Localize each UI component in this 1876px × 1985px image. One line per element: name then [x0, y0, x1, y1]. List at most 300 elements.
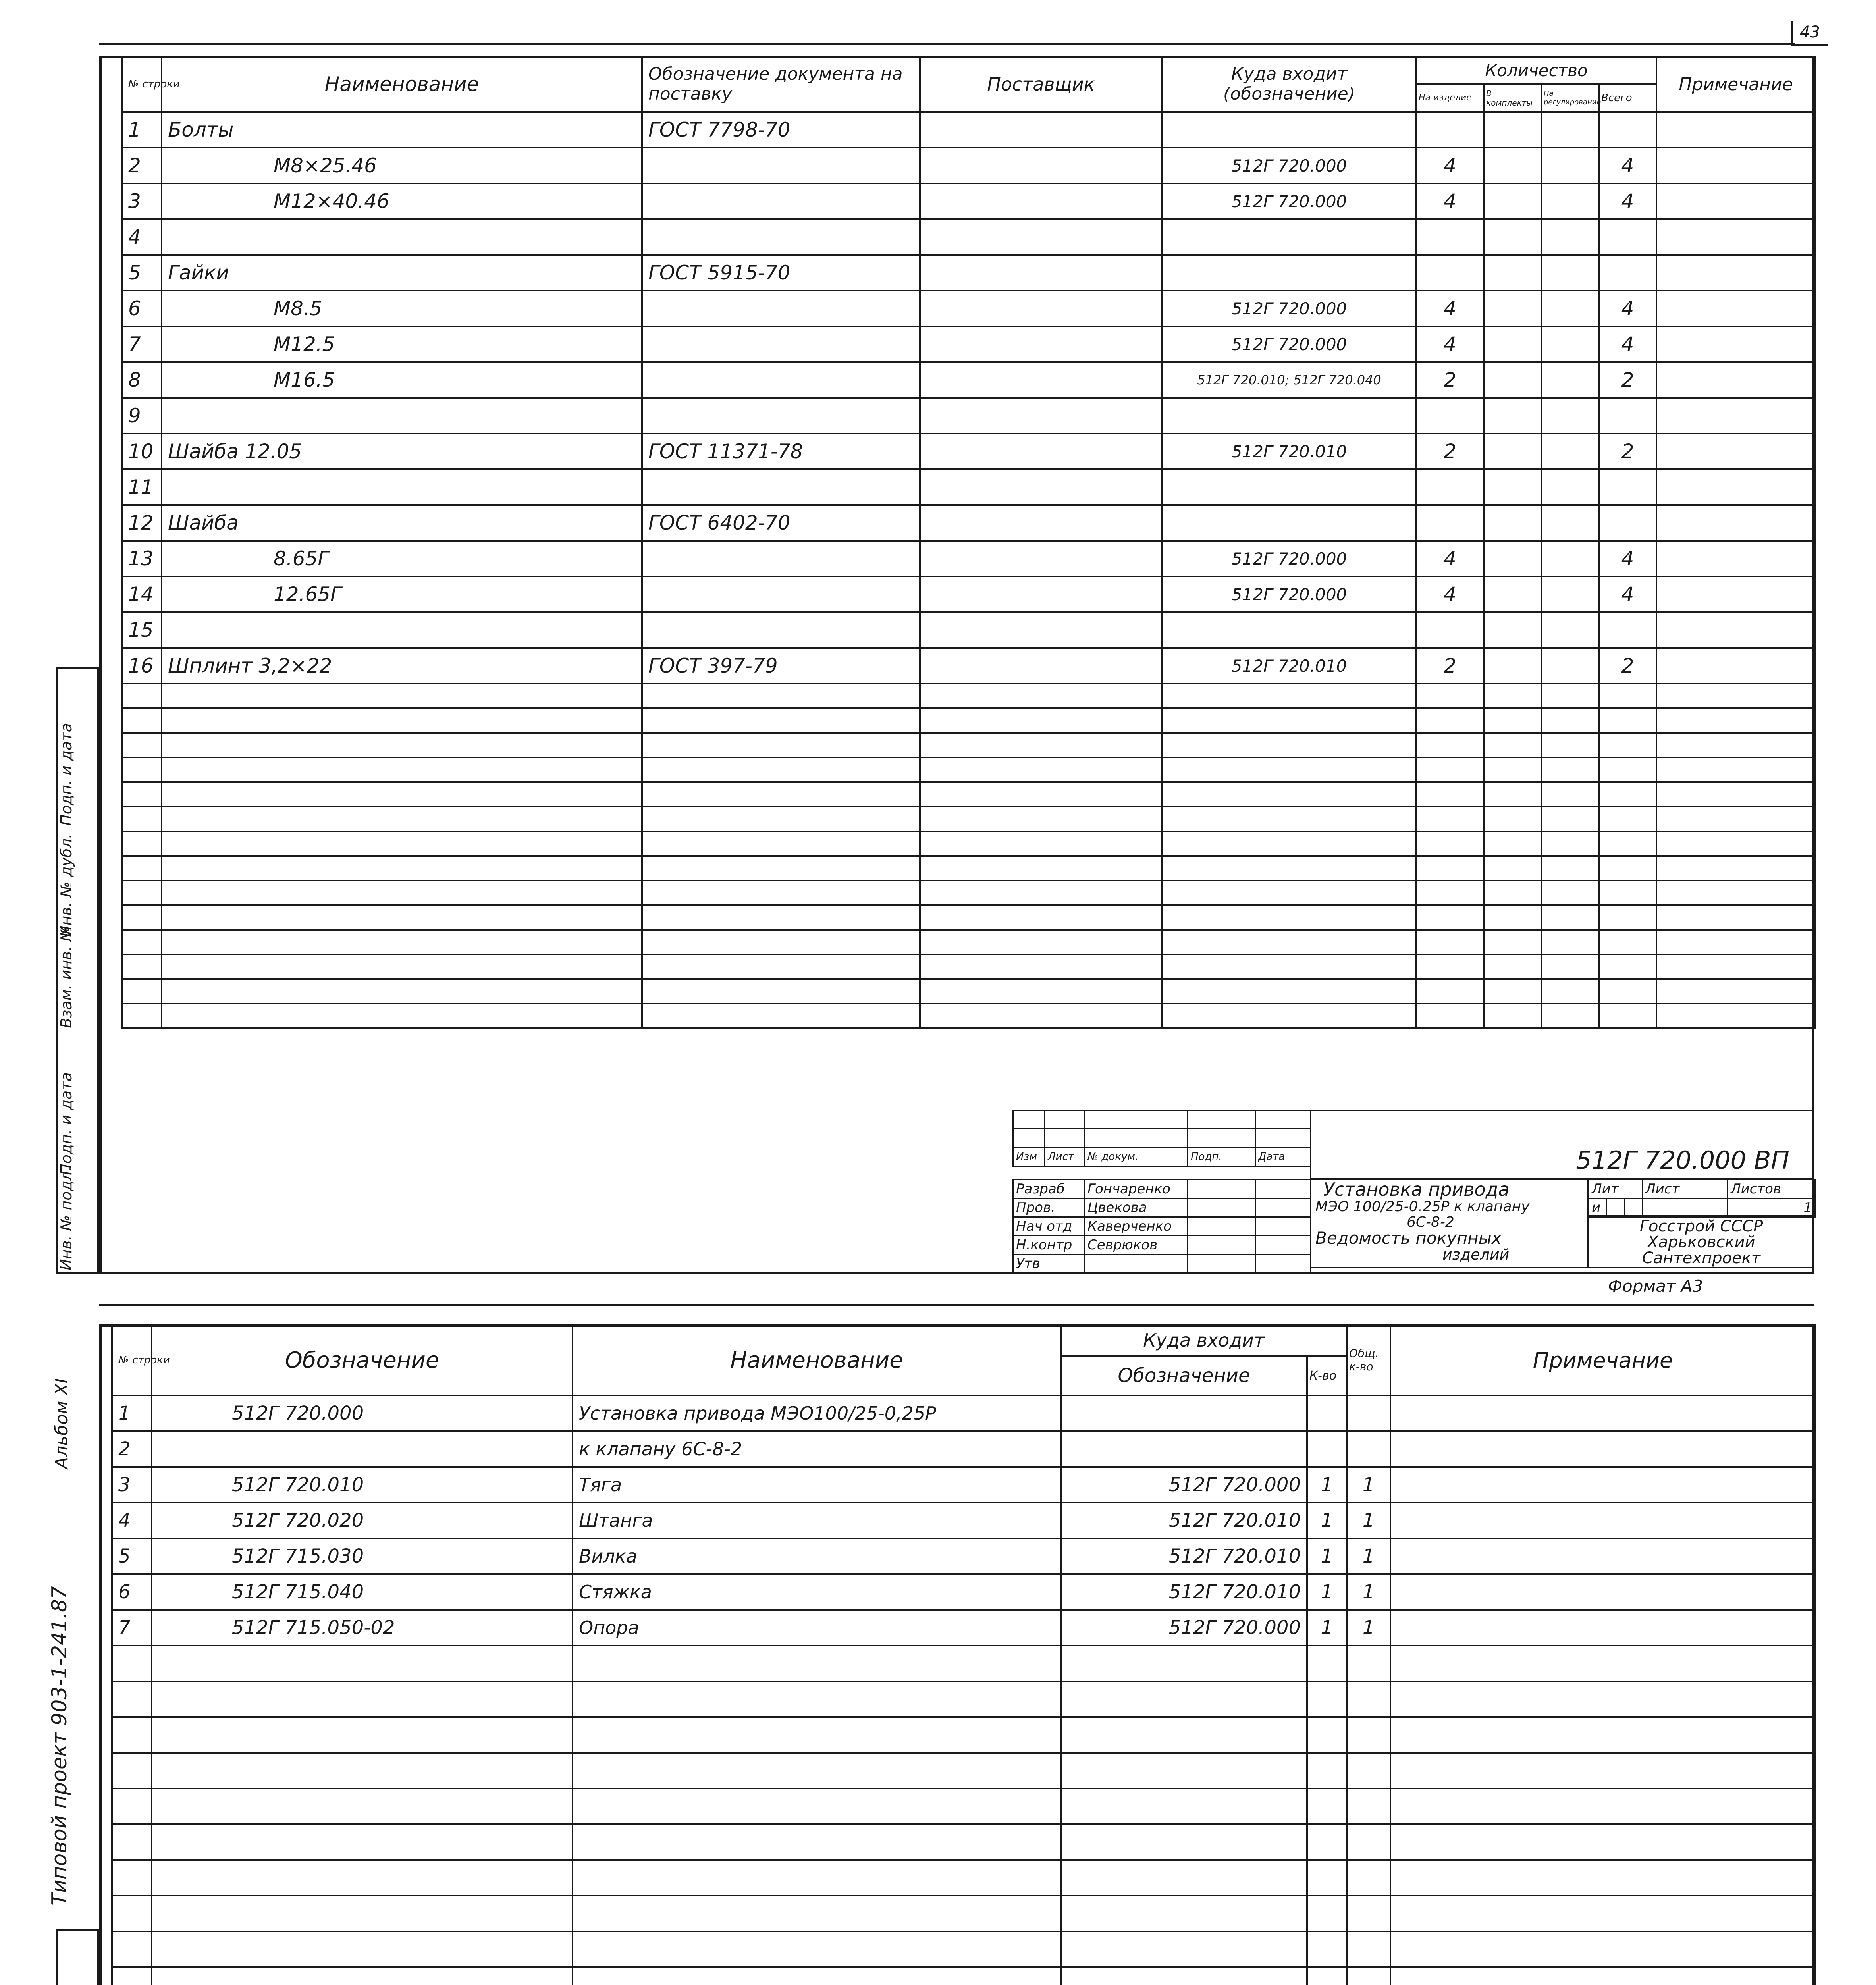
row-number-cell	[112, 1788, 152, 1824]
row-number-cell: 7	[112, 1610, 152, 1646]
header-qty-reg: На регулирование	[1541, 84, 1599, 112]
s2-header-total: Общ. к-во	[1347, 1325, 1390, 1395]
supplier-cell	[920, 398, 1162, 434]
designation-cell	[152, 1788, 573, 1824]
qty-cell: 1	[1307, 1467, 1347, 1503]
qty-set-cell	[1484, 930, 1541, 954]
qty-reg-cell	[1541, 930, 1599, 954]
supplier-cell	[920, 505, 1162, 541]
designation-cell	[152, 1931, 573, 1967]
doc-cell: ГОСТ 7798-70	[642, 112, 920, 148]
total-cell	[1347, 1717, 1390, 1753]
where-cell: 512Г 720.010	[1061, 1574, 1307, 1610]
supplier-cell	[920, 905, 1162, 930]
supplier-cell	[920, 782, 1162, 807]
row-number-cell: 7	[122, 326, 162, 362]
where-cell: 512Г 720.000	[1162, 183, 1416, 219]
qty-reg-cell	[1541, 881, 1599, 905]
table-row	[112, 1860, 1815, 1896]
note-cell	[1390, 1896, 1815, 1931]
tb1-col-list: Лист	[1045, 1148, 1085, 1166]
supplier-cell	[920, 291, 1162, 326]
table-row	[112, 1467, 1815, 1503]
row-number-cell: 2	[112, 1431, 152, 1467]
tb1-person: Цвекова	[1085, 1199, 1188, 1217]
row-number-cell: 8	[122, 362, 162, 398]
header-qty-set: В комплекты	[1484, 84, 1541, 112]
doc-cell	[642, 905, 920, 930]
tb1-lit-value: и	[1589, 1199, 1607, 1217]
sheet1-lit-table	[1588, 1179, 1816, 1218]
note-cell	[1390, 1646, 1815, 1681]
supplier-cell	[920, 1004, 1162, 1028]
where-cell	[1162, 112, 1416, 148]
sheet1-org-2: Харьковский	[1647, 1233, 1755, 1251]
qty-set-cell	[1484, 434, 1541, 469]
table-row	[112, 1824, 1815, 1860]
table-row	[112, 1681, 1815, 1717]
qty-reg-cell	[1541, 469, 1599, 505]
tb1-sheets-label: Листов	[1728, 1180, 1815, 1199]
supplier-cell	[920, 219, 1162, 255]
qty-total-cell	[1599, 708, 1656, 733]
item-name-cell	[162, 398, 642, 434]
qty-item-cell	[1416, 112, 1484, 148]
row-number-cell: 14	[122, 576, 162, 612]
row-number-cell	[112, 1717, 152, 1753]
note-cell	[1656, 541, 1815, 576]
qty-reg-cell	[1541, 807, 1599, 831]
qty-set-cell	[1484, 469, 1541, 505]
qty-set-cell	[1484, 782, 1541, 807]
note-cell	[1656, 856, 1815, 881]
qty-item-cell	[1416, 708, 1484, 733]
sheet1-side-podp-data: Подп. и дата	[58, 1072, 75, 1175]
qty-set-cell	[1484, 881, 1541, 905]
row-number-cell	[122, 733, 162, 757]
item-name-cell	[162, 930, 642, 954]
item-name-cell: Установка привода МЭО100/25-0,25Р	[573, 1395, 1061, 1431]
qty-set-cell	[1484, 831, 1541, 856]
item-name-cell	[573, 1967, 1061, 1985]
sheet1-title-line-4: Ведомость покупных	[1315, 1228, 1502, 1248]
where-cell: 512Г 720.010	[1162, 648, 1416, 684]
item-name-cell	[162, 881, 642, 905]
note-cell	[1656, 326, 1815, 362]
table-row	[112, 1788, 1815, 1824]
item-name-cell	[162, 733, 642, 757]
note-cell	[1390, 1717, 1815, 1753]
table-row	[122, 782, 1815, 807]
page-number: 43	[1800, 23, 1820, 41]
table-row	[112, 1574, 1815, 1610]
item-name-cell	[162, 757, 642, 782]
item-name-cell: Болты	[162, 112, 642, 148]
where-cell	[1061, 1931, 1307, 1967]
qty-set-cell	[1484, 612, 1541, 648]
qty-set-cell	[1484, 255, 1541, 291]
tb1-col-podp: Подп.	[1188, 1148, 1255, 1166]
note-cell	[1390, 1753, 1815, 1788]
total-cell: 1	[1347, 1574, 1390, 1610]
note-cell	[1656, 881, 1815, 905]
table-row	[122, 684, 1815, 708]
table-row	[112, 1896, 1815, 1931]
designation-cell: 512Г 715.040	[152, 1574, 573, 1610]
designation-cell: 512Г 720.000	[152, 1395, 573, 1431]
tb1-role: Утв	[1013, 1255, 1085, 1273]
item-name-cell	[162, 684, 642, 708]
table-row	[112, 1538, 1815, 1574]
where-cell	[1061, 1646, 1307, 1681]
row-number-cell	[112, 1646, 152, 1681]
table-row	[122, 807, 1815, 831]
qty-cell	[1307, 1931, 1347, 1967]
doc-cell	[642, 148, 920, 183]
qty-total-cell	[1599, 1004, 1656, 1028]
where-cell: 512Г 720.010	[1162, 434, 1416, 469]
item-name-cell	[573, 1717, 1061, 1753]
note-cell	[1390, 1431, 1815, 1467]
item-name-cell: 12.65Г	[162, 576, 642, 612]
row-number-cell	[122, 708, 162, 733]
doc-cell	[642, 362, 920, 398]
qty-item-cell: 4	[1416, 291, 1484, 326]
sheet1-side-inv-dubl: Инв. № дубл.	[58, 834, 75, 937]
qty-reg-cell	[1541, 782, 1599, 807]
s2-header-where: Куда входит	[1061, 1325, 1347, 1356]
qty-cell: 1	[1307, 1610, 1347, 1646]
table-row	[122, 576, 1815, 612]
total-cell	[1347, 1824, 1390, 1860]
item-name-cell: M12.5	[162, 326, 642, 362]
sheet1-title-cell	[1310, 1179, 1588, 1268]
row-number-cell: 1	[112, 1395, 152, 1431]
note-cell	[1656, 219, 1815, 255]
qty-reg-cell	[1541, 362, 1599, 398]
supplier-cell	[920, 326, 1162, 362]
doc-cell	[642, 708, 920, 733]
table-row	[122, 979, 1815, 1004]
supplier-cell	[920, 576, 1162, 612]
qty-set-cell	[1484, 733, 1541, 757]
designation-cell	[152, 1896, 573, 1931]
s2-header-name: Наименование	[573, 1325, 1061, 1395]
item-name-cell: Гайки	[162, 255, 642, 291]
qty-total-cell	[1599, 856, 1656, 881]
tb1-person: Севрюков	[1085, 1236, 1188, 1255]
header-supplier: Поставщик	[920, 56, 1162, 112]
doc-cell	[642, 684, 920, 708]
where-cell	[1162, 733, 1416, 757]
where-cell	[1061, 1395, 1307, 1431]
sheet-divider-line	[99, 1304, 1814, 1306]
total-cell: 1	[1347, 1467, 1390, 1503]
qty-total-cell	[1599, 979, 1656, 1004]
total-cell	[1347, 1646, 1390, 1681]
supplier-cell	[920, 930, 1162, 954]
qty-item-cell	[1416, 930, 1484, 954]
designation-cell: 512Г 720.010	[152, 1467, 573, 1503]
qty-total-cell: 2	[1599, 434, 1656, 469]
qty-total-cell	[1599, 757, 1656, 782]
where-cell: 512Г 720.000	[1162, 326, 1416, 362]
qty-total-cell	[1599, 112, 1656, 148]
qty-item-cell: 4	[1416, 541, 1484, 576]
note-cell	[1656, 954, 1815, 979]
row-number-cell: 5	[122, 255, 162, 291]
note-cell	[1656, 255, 1815, 291]
item-name-cell	[162, 219, 642, 255]
row-number-cell	[112, 1824, 152, 1860]
row-number-cell: 6	[112, 1574, 152, 1610]
note-cell	[1390, 1538, 1815, 1574]
table-row	[122, 541, 1815, 576]
item-name-cell	[162, 831, 642, 856]
item-name-cell	[162, 782, 642, 807]
qty-set-cell	[1484, 856, 1541, 881]
qty-set-cell	[1484, 807, 1541, 831]
qty-item-cell	[1416, 398, 1484, 434]
qty-total-cell	[1599, 782, 1656, 807]
where-cell	[1061, 1896, 1307, 1931]
supplier-cell	[920, 954, 1162, 979]
qty-item-cell: 4	[1416, 326, 1484, 362]
qty-set-cell	[1484, 757, 1541, 782]
row-number-cell	[122, 979, 162, 1004]
supplier-cell	[920, 112, 1162, 148]
note-cell	[1656, 434, 1815, 469]
row-number-cell: 5	[112, 1538, 152, 1574]
item-name-cell: M8.5	[162, 291, 642, 326]
qty-reg-cell	[1541, 291, 1599, 326]
note-cell	[1656, 807, 1815, 831]
note-cell	[1656, 733, 1815, 757]
tb1-person: Гончаренко	[1085, 1180, 1188, 1199]
note-cell	[1390, 1681, 1815, 1717]
qty-cell	[1307, 1860, 1347, 1896]
row-number-cell	[122, 807, 162, 831]
qty-reg-cell	[1541, 905, 1599, 930]
header-note: Примечание	[1656, 56, 1815, 112]
tb1-role: Пров.	[1013, 1199, 1085, 1217]
qty-reg-cell	[1541, 648, 1599, 684]
where-cell: 512Г 720.000	[1162, 291, 1416, 326]
sheet1-title-line-3: 6С-8-2	[1407, 1214, 1454, 1230]
qty-total-cell	[1599, 469, 1656, 505]
item-name-cell	[162, 469, 642, 505]
note-cell	[1656, 782, 1815, 807]
row-number-cell: 4	[122, 219, 162, 255]
qty-item-cell: 4	[1416, 576, 1484, 612]
doc-cell	[642, 782, 920, 807]
where-cell	[1162, 807, 1416, 831]
supplier-cell	[920, 979, 1162, 1004]
note-cell	[1656, 505, 1815, 541]
where-cell	[1162, 255, 1416, 291]
supplier-cell	[920, 708, 1162, 733]
where-cell	[1162, 831, 1416, 856]
qty-reg-cell	[1541, 708, 1599, 733]
header-doc: Обозначение документа на поставку	[642, 56, 920, 112]
sheet1-change-table	[1012, 1110, 1311, 1167]
table-row	[122, 112, 1815, 148]
qty-total-cell	[1599, 930, 1656, 954]
where-cell: 512Г 720.000	[1162, 541, 1416, 576]
s2-header-qty: К-во	[1307, 1356, 1347, 1395]
note-cell	[1390, 1503, 1815, 1538]
qty-cell	[1307, 1646, 1347, 1681]
qty-reg-cell	[1541, 148, 1599, 183]
item-name-cell	[162, 807, 642, 831]
row-number-cell	[122, 684, 162, 708]
item-name-cell	[162, 708, 642, 733]
qty-item-cell	[1416, 757, 1484, 782]
table-row	[122, 148, 1815, 183]
table-row	[122, 398, 1815, 434]
item-name-cell: Штанга	[573, 1503, 1061, 1538]
designation-cell	[152, 1967, 573, 1985]
note-cell	[1390, 1788, 1815, 1824]
album-label: Альбом XI	[52, 1378, 72, 1469]
supplier-cell	[920, 881, 1162, 905]
note-cell	[1390, 1467, 1815, 1503]
qty-set-cell	[1484, 541, 1541, 576]
qty-reg-cell	[1541, 684, 1599, 708]
tb1-person	[1085, 1255, 1188, 1273]
row-number-cell	[122, 954, 162, 979]
project-label: Типовой проект 903-1-241.87	[48, 1586, 71, 1906]
qty-reg-cell	[1541, 505, 1599, 541]
doc-cell	[642, 807, 920, 831]
qty-cell: 1	[1307, 1503, 1347, 1538]
qty-item-cell	[1416, 807, 1484, 831]
where-cell	[1061, 1967, 1307, 1985]
note-cell	[1656, 708, 1815, 733]
qty-set-cell	[1484, 326, 1541, 362]
row-number-cell: 1	[122, 112, 162, 148]
qty-cell	[1307, 1681, 1347, 1717]
row-number-cell: 3	[112, 1467, 152, 1503]
supplier-cell	[920, 831, 1162, 856]
doc-cell	[642, 881, 920, 905]
note-cell	[1390, 1931, 1815, 1967]
note-cell	[1656, 905, 1815, 930]
qty-cell	[1307, 1753, 1347, 1788]
row-number-cell	[112, 1931, 152, 1967]
sheet1-title-line-1: Установка привода	[1323, 1179, 1510, 1200]
total-cell	[1347, 1753, 1390, 1788]
where-cell	[1162, 905, 1416, 930]
table-row	[112, 1503, 1815, 1538]
note-cell	[1656, 648, 1815, 684]
total-cell	[1347, 1860, 1390, 1896]
item-name-cell: Опора	[573, 1610, 1061, 1646]
sheet1-code-cell	[1310, 1110, 1814, 1179]
qty-reg-cell	[1541, 733, 1599, 757]
total-cell	[1347, 1896, 1390, 1931]
supplier-cell	[920, 469, 1162, 505]
where-cell	[1061, 1753, 1307, 1788]
note-cell	[1656, 112, 1815, 148]
table-row	[122, 326, 1815, 362]
total-cell: 1	[1347, 1538, 1390, 1574]
qty-reg-cell	[1541, 856, 1599, 881]
note-cell	[1390, 1574, 1815, 1610]
qty-set-cell	[1484, 398, 1541, 434]
item-name-cell	[162, 954, 642, 979]
row-number-cell	[122, 856, 162, 881]
item-name-cell	[573, 1753, 1061, 1788]
row-number-cell	[112, 1896, 152, 1931]
s2-header-note: Примечание	[1390, 1325, 1815, 1395]
item-name-cell: к клапану 6С-8-2	[573, 1431, 1061, 1467]
qty-item-cell	[1416, 612, 1484, 648]
qty-total-cell: 4	[1599, 291, 1656, 326]
tb1-sheets-value: 1	[1728, 1199, 1815, 1217]
item-name-cell	[573, 1824, 1061, 1860]
table-row	[122, 434, 1815, 469]
qty-set-cell	[1484, 362, 1541, 398]
doc-cell	[642, 954, 920, 979]
sheet1-org	[1588, 1215, 1814, 1268]
row-number-cell	[122, 1004, 162, 1028]
qty-item-cell: 4	[1416, 183, 1484, 219]
supplier-cell	[920, 612, 1162, 648]
table-row	[112, 1431, 1815, 1467]
purchased-items-table	[121, 56, 1816, 1029]
header-where: Куда входит (обозначение)	[1162, 56, 1416, 112]
note-cell	[1656, 148, 1815, 183]
doc-cell	[642, 979, 920, 1004]
row-number-cell: 16	[122, 648, 162, 684]
sheet1-people-table	[1012, 1179, 1311, 1274]
item-name-cell: Вилка	[573, 1538, 1061, 1574]
qty-total-cell: 4	[1599, 541, 1656, 576]
header-row-no: № строки	[122, 56, 162, 112]
tb1-col-doc: № докум.	[1085, 1148, 1188, 1166]
item-name-cell	[573, 1931, 1061, 1967]
qty-reg-cell	[1541, 612, 1599, 648]
note-cell	[1390, 1824, 1815, 1860]
row-number-cell: 9	[122, 398, 162, 434]
qty-set-cell	[1484, 708, 1541, 733]
qty-total-cell: 4	[1599, 183, 1656, 219]
note-cell	[1656, 831, 1815, 856]
total-cell: 1	[1347, 1610, 1390, 1646]
specifications-table	[111, 1324, 1816, 1985]
doc-cell: ГОСТ 11371-78	[642, 434, 920, 469]
total-cell	[1347, 1967, 1390, 1985]
where-cell	[1162, 881, 1416, 905]
table-row	[122, 183, 1815, 219]
sheet1-org-3: Сантехпроект	[1642, 1249, 1761, 1267]
qty-cell	[1307, 1717, 1347, 1753]
qty-item-cell	[1416, 979, 1484, 1004]
tb1-person: Каверченко	[1085, 1217, 1188, 1236]
qty-total-cell: 2	[1599, 648, 1656, 684]
doc-cell: ГОСТ 6402-70	[642, 505, 920, 541]
qty-reg-cell	[1541, 954, 1599, 979]
where-cell	[1162, 612, 1416, 648]
where-cell: 512Г 720.000	[1061, 1610, 1307, 1646]
row-number-cell	[122, 757, 162, 782]
note-cell	[1656, 469, 1815, 505]
doc-cell	[642, 576, 920, 612]
row-number-cell	[112, 1681, 152, 1717]
doc-cell	[642, 219, 920, 255]
qty-reg-cell	[1541, 255, 1599, 291]
